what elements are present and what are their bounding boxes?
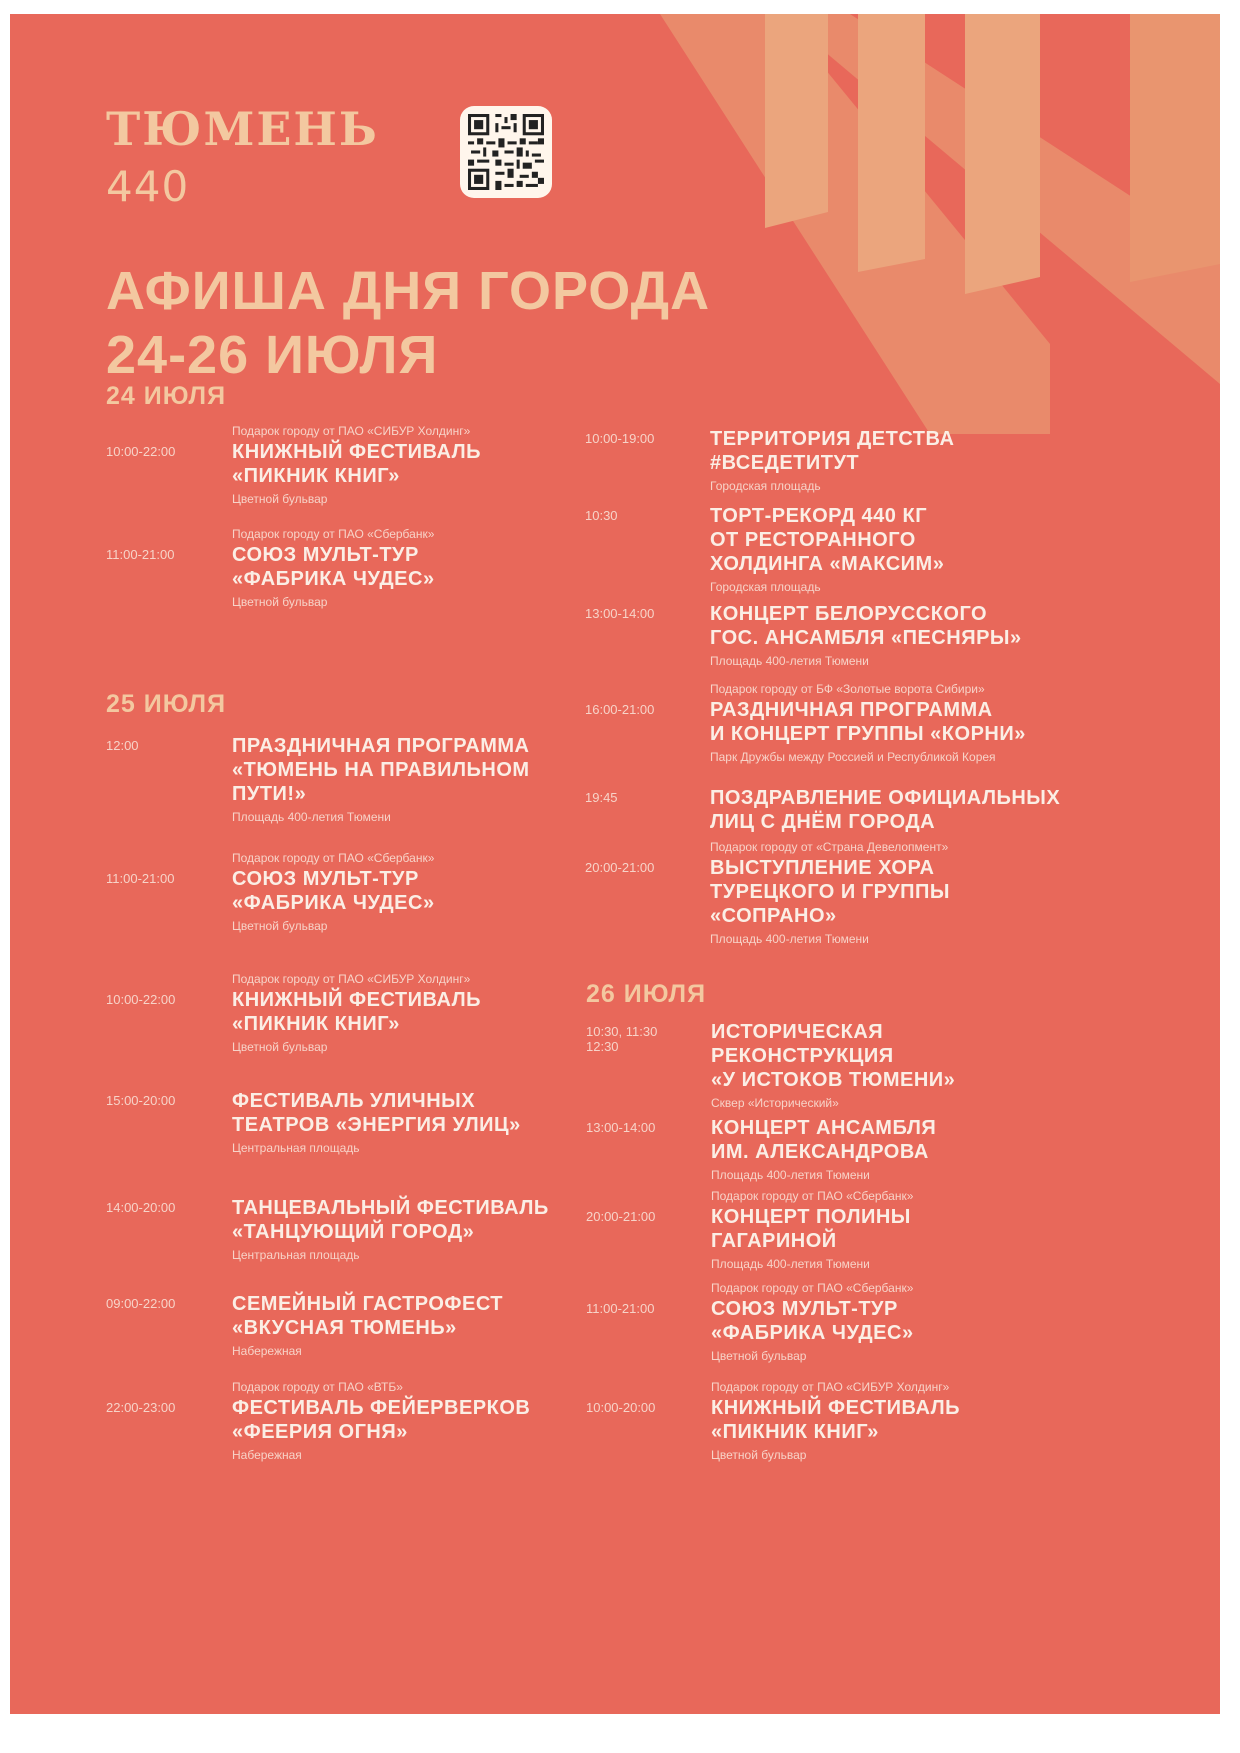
headline-dates: 24-26 ИЮЛЯ: [106, 325, 439, 385]
event-location: Сквер «Исторический»: [711, 1096, 839, 1110]
event-location: Площадь 400-летия Тюмени: [710, 654, 869, 668]
event-time: 10:00-19:00: [585, 431, 655, 446]
event-sponsor: Подарок городу от БФ «Золотые ворота Сибири»: [710, 682, 985, 696]
event-title: КОНЦЕРТ ПОЛИНЫ ГАГАРИНОЙ: [711, 1206, 911, 1252]
event-time: 16:00-21:00: [585, 702, 655, 717]
event-location: Цветной бульвар: [232, 919, 328, 933]
event-time: 09:00-22:00: [106, 1296, 176, 1311]
event-sponsor: Подарок городу от ПАО «Сбербанк»: [711, 1281, 914, 1295]
event-sponsor: Подарок городу от ПАО «СИБУР Холдинг»: [232, 424, 471, 438]
event-location: Набережная: [232, 1448, 302, 1462]
event-title: КОНЦЕРТ БЕЛОРУССКОГО ГОС. АНСАМБЛЯ «ПЕСНЯРЫ»: [710, 603, 1022, 649]
event-sponsor: Подарок городу от ПАО «СИБУР Холдинг»: [232, 972, 471, 986]
event-time: 10:00-22:00: [106, 992, 176, 1007]
headline-title: АФИША ДНЯ ГОРОДА: [106, 261, 711, 321]
event-time: 10:30: [585, 508, 618, 523]
event-time: 13:00-14:00: [585, 606, 655, 621]
event-location: Центральная площадь: [232, 1141, 360, 1155]
event-location: Набережная: [232, 1344, 302, 1358]
event-title: КНИЖНЫЙ ФЕСТИВАЛЬ «ПИКНИК КНИГ»: [232, 441, 482, 487]
event-sponsor: Подарок городу от ПАО «Сбербанк»: [232, 851, 435, 865]
event-time: 22:00-23:00: [106, 1400, 176, 1415]
event-location: Площадь 400-летия Тюмени: [711, 1257, 870, 1271]
day-heading-26: 26 ИЮЛЯ: [586, 980, 707, 1008]
event-time: 11:00-21:00: [586, 1301, 655, 1316]
event-time: 11:00-21:00: [106, 547, 175, 562]
event-location: Парк Дружбы между Россией и Республикой Корея: [710, 750, 996, 764]
event-time: 12:00: [106, 738, 139, 753]
event-title: РАЗДНИЧНАЯ ПРОГРАММА И КОНЦЕРТ ГРУППЫ «КОРНИ»: [710, 699, 1026, 745]
event-time: 15:00-20:00: [106, 1093, 176, 1108]
event-title: ВЫСТУПЛЕНИЕ ХОРА ТУРЕЦКОГО И ГРУППЫ «СОПРАНО»: [710, 857, 951, 927]
event-title: КНИЖНЫЙ ФЕСТИВАЛЬ «ПИКНИК КНИГ»: [232, 989, 482, 1035]
event-title: КОНЦЕРТ АНСАМБЛЯ ИМ. АЛЕКСАНДРОВА: [711, 1117, 937, 1163]
event-sponsor: Подарок городу от ПАО «Сбербанк»: [232, 527, 435, 541]
event-location: Цветной бульвар: [232, 595, 328, 609]
event-location: Площадь 400-летия Тюмени: [710, 932, 869, 946]
event-title: ИСТОРИЧЕСКАЯ РЕКОНСТРУКЦИЯ «У ИСТОКОВ ТЮМЕНИ»: [711, 1021, 956, 1091]
event-title: ТАНЦЕВАЛЬНЫЙ ФЕСТИВАЛЬ «ТАНЦУЮЩИЙ ГОРОД»: [232, 1197, 549, 1243]
event-title: СЕМЕЙНЫЙ ГАСТРОФЕСТ «ВКУСНАЯ ТЮМЕНЬ»: [232, 1293, 504, 1339]
event-location: Цветной бульвар: [232, 492, 328, 506]
qr-code[interactable]: [460, 106, 552, 198]
event-location: Городская площадь: [710, 479, 821, 493]
event-location: Городская площадь: [710, 580, 821, 594]
event-time: 10:30, 11:30 12:30: [586, 1024, 658, 1054]
event-sponsor: Подарок городу от ПАО «ВТБ»: [232, 1380, 403, 1394]
event-time: 20:00-21:00: [586, 1209, 656, 1224]
event-location: Центральная площадь: [232, 1248, 360, 1262]
brand-number: 440: [106, 162, 190, 211]
event-title: СОЮЗ МУЛЬТ-ТУР «ФАБРИКА ЧУДЕС»: [232, 544, 435, 590]
qr-code-icon: [468, 114, 544, 190]
event-sponsor: Подарок городу от ПАО «СИБУР Холдинг»: [711, 1380, 950, 1394]
event-location: Цветной бульвар: [711, 1349, 807, 1363]
event-title: КНИЖНЫЙ ФЕСТИВАЛЬ «ПИКНИК КНИГ»: [711, 1397, 961, 1443]
event-sponsor: Подарок городу от ПАО «Сбербанк»: [711, 1189, 914, 1203]
event-title: ФЕСТИВАЛЬ ФЕЙЕРВЕРКОВ «ФЕЕРИЯ ОГНЯ»: [232, 1397, 531, 1443]
event-title: ФЕСТИВАЛЬ УЛИЧНЫХ ТЕАТРОВ «ЭНЕРГИЯ УЛИЦ»: [232, 1090, 521, 1136]
event-location: Площадь 400-летия Тюмени: [232, 810, 391, 824]
day-heading-24: 24 ИЮЛЯ: [106, 382, 227, 410]
event-time: 19:45: [585, 790, 618, 805]
event-time: 10:00-22:00: [106, 444, 176, 459]
event-time: 10:00-20:00: [586, 1400, 656, 1415]
event-time: 13:00-14:00: [586, 1120, 656, 1135]
poster: [10, 14, 1220, 1714]
event-location: Цветной бульвар: [711, 1448, 807, 1462]
event-time: 14:00-20:00: [106, 1200, 176, 1215]
event-time: 11:00-21:00: [106, 871, 175, 886]
event-location: Цветной бульвар: [232, 1040, 328, 1054]
brand-city: ТЮМЕНЬ: [106, 102, 379, 156]
event-title: ПОЗДРАВЛЕНИЕ ОФИЦИАЛЬНЫХ ЛИЦ С ДНЁМ ГОРОДА: [710, 787, 1061, 833]
event-title: СОЮЗ МУЛЬТ-ТУР «ФАБРИКА ЧУДЕС»: [232, 868, 435, 914]
event-sponsor: Подарок городу от «Страна Девелопмент»: [710, 840, 949, 854]
event-title: ТЕРРИТОРИЯ ДЕТСТВА #ВСЕДЕТИТУТ: [710, 428, 955, 474]
event-title: СОЮЗ МУЛЬТ-ТУР «ФАБРИКА ЧУДЕС»: [711, 1298, 914, 1344]
event-title: ПРАЗДНИЧНАЯ ПРОГРАММА «ТЮМЕНЬ НА ПРАВИЛЬНОМ ПУТИ!»: [232, 735, 530, 805]
event-location: Площадь 400-летия Тюмени: [711, 1168, 870, 1182]
event-title: ТОРТ-РЕКОРД 440 КГ ОТ РЕСТОРАННОГО ХОЛДИНГА «МАКСИМ»: [710, 505, 945, 575]
day-heading-25: 25 ИЮЛЯ: [106, 690, 227, 718]
event-time: 20:00-21:00: [585, 860, 655, 875]
